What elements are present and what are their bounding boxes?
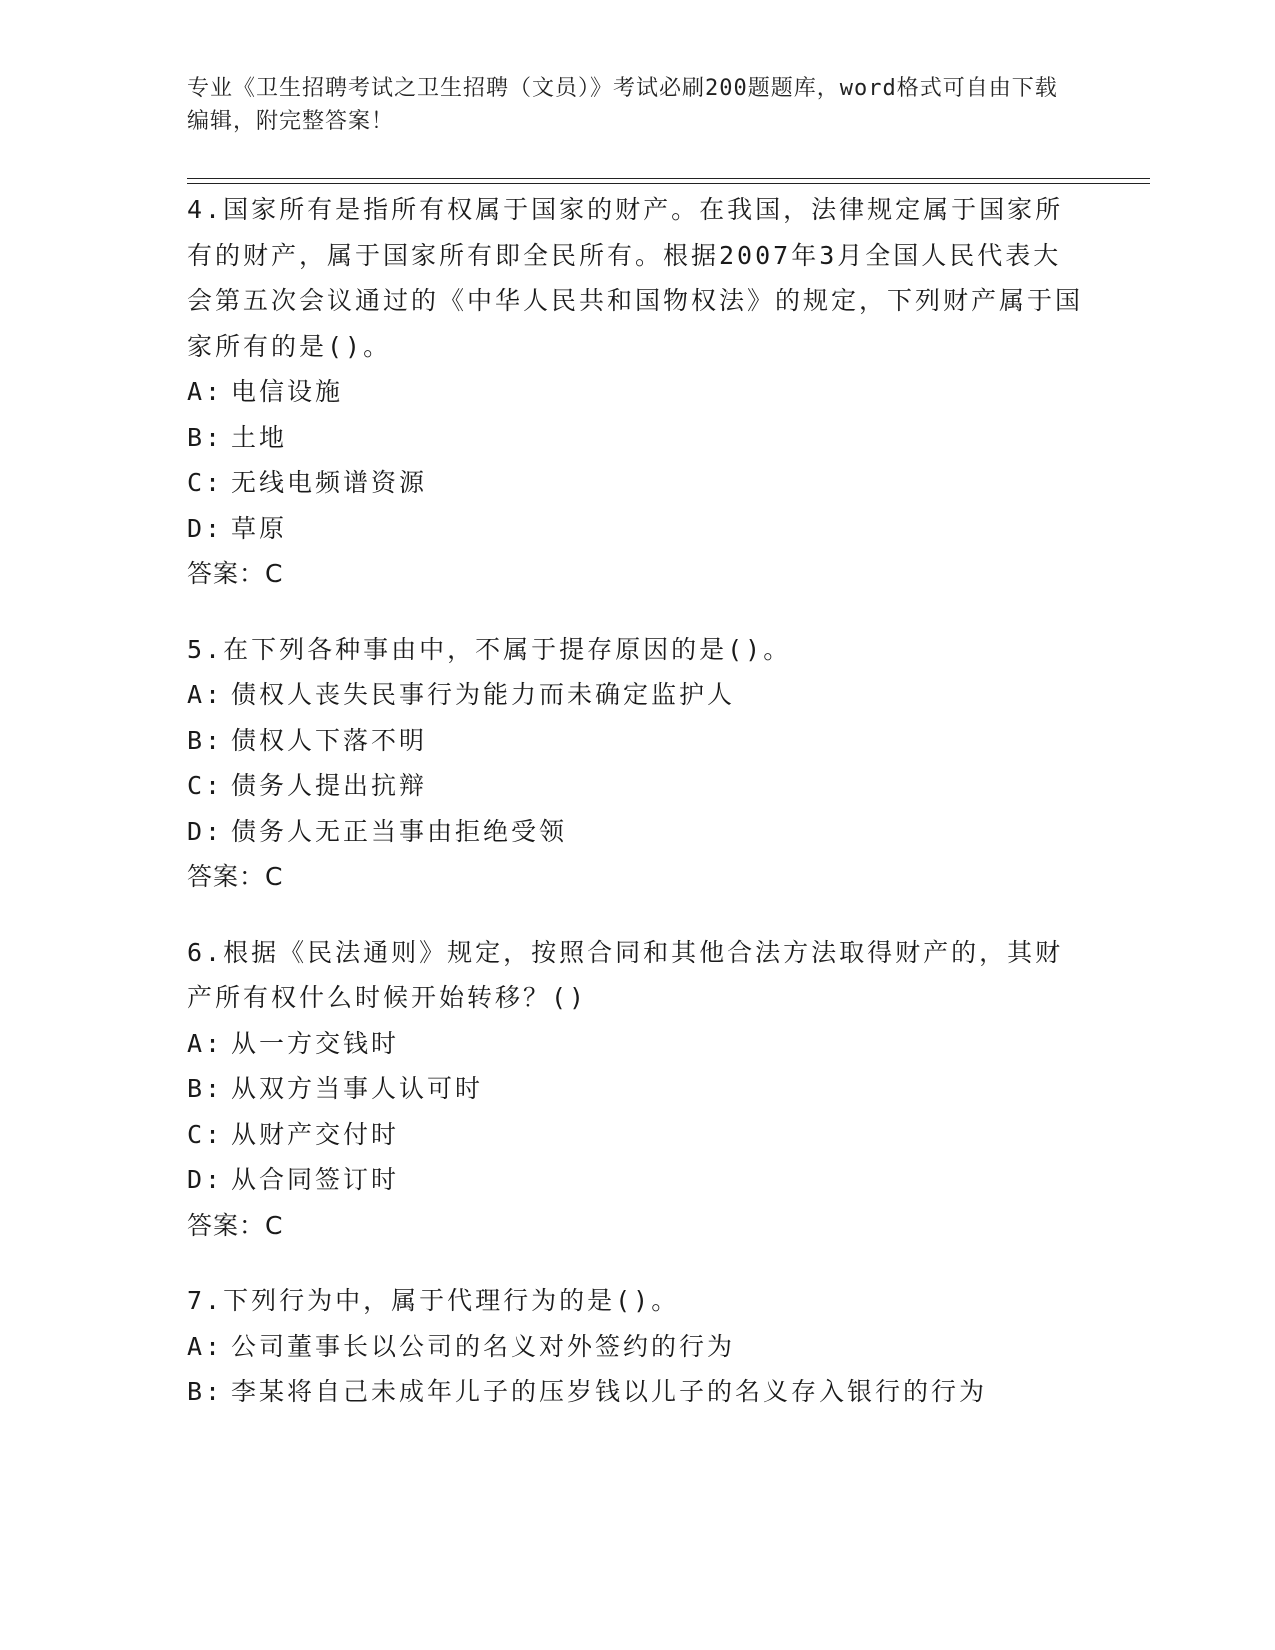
option-text: 债务人无正当事由拒绝受领	[231, 816, 568, 846]
document-header: 专业《卫生招聘考试之卫生招聘（文员）》考试必刷200题题库，word格式可自由下载编辑，附完整答案！	[187, 76, 1058, 134]
option-a	[187, 1021, 1087, 1067]
option-b	[187, 718, 1087, 764]
answer-line: 答案：C	[187, 559, 284, 588]
option-key: A:	[187, 680, 224, 709]
question-stem: 5.在下列各种事由中，不属于提存原因的是()。	[187, 634, 792, 664]
option-key: A:	[187, 377, 224, 406]
answer-line: 答案：C	[187, 1210, 284, 1240]
option-key: C:	[187, 468, 224, 497]
option-text: 债务人提出抗辩	[231, 771, 428, 800]
option-key: B:	[187, 1377, 224, 1406]
option-text: 公司董事长以公司的名义对外签约的行为	[231, 1331, 736, 1361]
option-b	[187, 1369, 1087, 1415]
answer-line: 答案：C	[187, 862, 284, 891]
question-stem: 4.国家所有是指所有权属于国家的财产。在我国，法律规定属于国家所有的财产，属于国家所有即全民所有。根据2007年3月全国人民代表大会第五次会议通过的《中华人民共和国物权法》的规定，下列财产属于国家所有的是()。	[187, 195, 1084, 361]
question-stem: 6.根据《民法通则》规定，按照合同和其他合法方法取得财产的，其财产所有权什么时候开始转移？()	[187, 937, 1064, 1012]
question-list	[187, 187, 1087, 1445]
header-divider-top	[187, 178, 1150, 179]
option-key: B:	[187, 422, 224, 452]
header-divider-bottom	[187, 183, 1150, 184]
option-a	[187, 1324, 1087, 1370]
option-d	[187, 809, 1087, 855]
option-c	[187, 763, 1087, 809]
question-stem: 7.下列行为中，属于代理行为的是()。	[187, 1286, 680, 1315]
option-text: 土地	[231, 422, 288, 452]
option-key: A:	[187, 1331, 224, 1361]
option-key: D:	[187, 816, 224, 846]
option-d	[187, 1157, 1087, 1203]
option-key: C:	[187, 771, 224, 800]
question-4	[187, 187, 1087, 597]
option-key: B:	[187, 1074, 224, 1103]
option-b	[187, 1066, 1087, 1112]
option-text: 从一方交钱时	[231, 1028, 400, 1058]
option-text: 电信设施	[231, 377, 344, 406]
question-5	[187, 627, 1087, 900]
question-6	[187, 930, 1087, 1249]
option-c	[187, 460, 1087, 506]
option-b	[187, 415, 1087, 461]
option-c	[187, 1112, 1087, 1158]
option-a	[187, 672, 1087, 718]
option-key: D:	[187, 513, 224, 543]
question-7	[187, 1278, 1087, 1415]
option-text: 债权人下落不明	[231, 725, 428, 755]
option-key: C:	[187, 1119, 224, 1149]
option-text: 无线电频谱资源	[231, 468, 428, 497]
option-key: B:	[187, 725, 224, 755]
option-d	[187, 506, 1087, 552]
option-text: 从双方当事人认可时	[231, 1074, 484, 1103]
option-text: 李某将自己未成年儿子的压岁钱以儿子的名义存入银行的行为	[231, 1377, 988, 1406]
option-a	[187, 369, 1087, 415]
option-text: 草原	[231, 513, 288, 543]
option-text: 从合同签订时	[231, 1165, 400, 1194]
option-text: 从财产交付时	[231, 1119, 400, 1149]
option-key: A:	[187, 1028, 224, 1058]
option-text: 债权人丧失民事行为能力而未确定监护人	[231, 680, 736, 709]
option-key: D:	[187, 1165, 224, 1194]
